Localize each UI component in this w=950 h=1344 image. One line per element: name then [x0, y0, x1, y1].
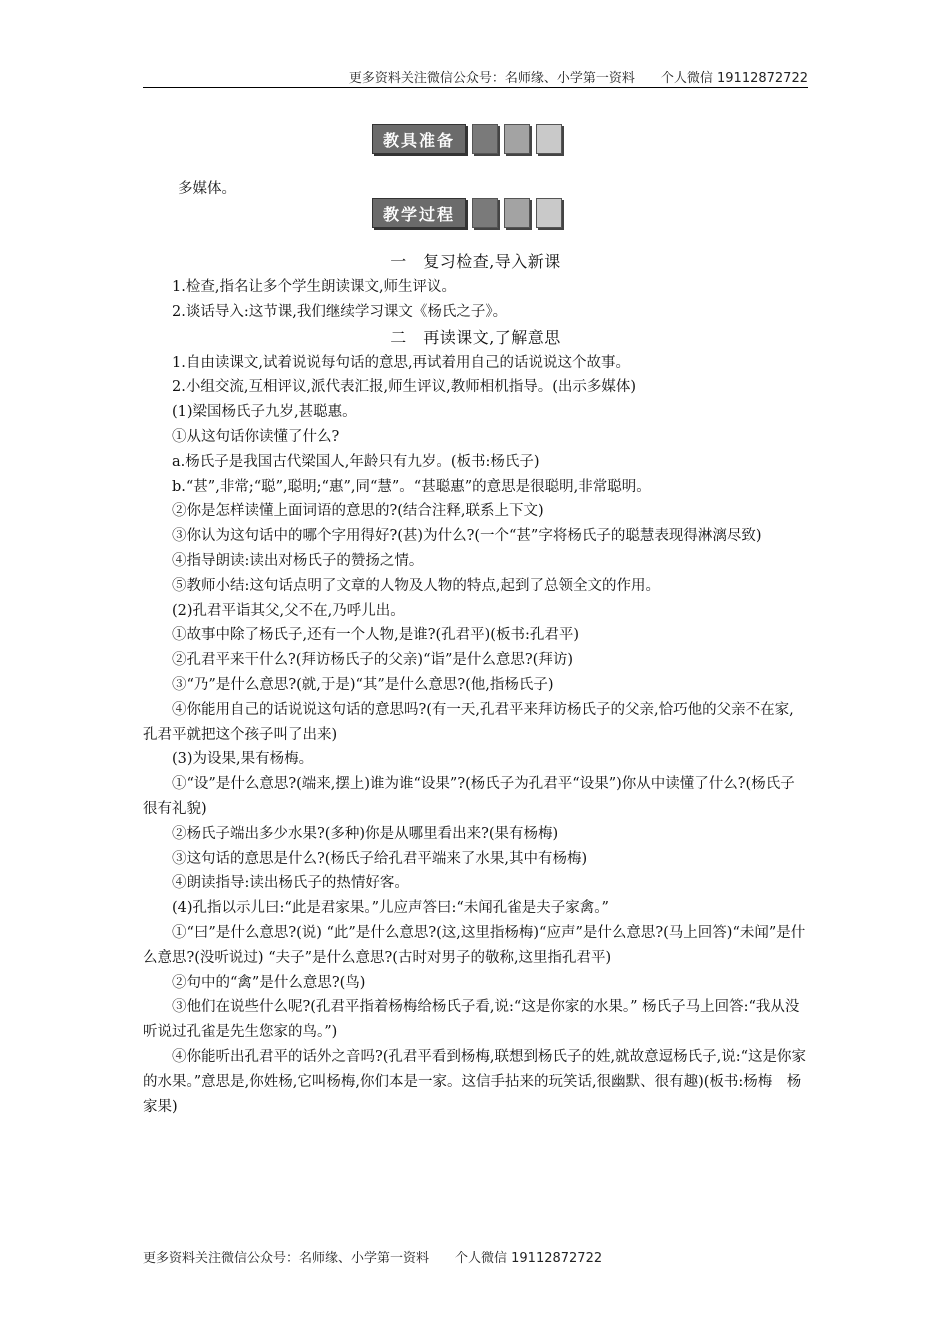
paragraph: ①“曰”是什么意思?(说) “此”是什么意思?(这,这里指杨梅)“应声”是什么意思?(马上回答)“未闻”是什么意思?(没听说过) “夫子”是什么意思?(古时对男子的敬称,这里指孔君平)	[143, 924, 806, 966]
paragraph: 1.检查,指名让多个学生朗读课文,师生评议。	[172, 279, 457, 295]
paragraph: ③“乃”是什么意思?(就,于是)“其”是什么意思?(他,指杨氏子)	[172, 676, 554, 693]
process-banner	[372, 197, 562, 229]
prep-banner	[372, 123, 562, 155]
banner-square	[472, 124, 498, 154]
paragraph: ④你能听出孔君平的话外之音吗?(孔君平看到杨梅,联想到杨氏子的姓,就故意逗杨氏子,说:“这是你家的水果。”意思是,你姓杨,它叫杨梅,你们本是一家。这信手拈来的玩笑话,很幽默、很有趣)(板书:杨梅 杨家果)	[143, 1048, 807, 1115]
paragraph: ④朗读指导:读出杨氏子的热情好客。	[172, 875, 409, 892]
lesson-body	[143, 249, 808, 1119]
paragraph: ②孔君平来干什么?(拜访杨氏子的父亲)“诣”是什么意思?(拜访)	[172, 652, 573, 669]
paragraph: ②杨氏子端出多少水果?(多种)你是从哪里看出来?(果有杨梅)	[172, 825, 559, 842]
paragraph: ③你认为这句话中的哪个字用得好?(甚)为什么?(一个“甚”字将杨氏子的聪慧表现得淋漓尽致)	[172, 528, 762, 545]
banner-square	[536, 124, 562, 154]
paragraph: 2.谈话导入:这节课,我们继续学习课文《杨氏之子》。	[172, 303, 508, 320]
page-footer: 更多资料关注微信公众号：名师缘、小学第一资料 个人微信 19112872722	[143, 1251, 603, 1266]
banner-square	[472, 198, 498, 228]
paragraph: ④指导朗读:读出对杨氏子的赞扬之情。	[172, 552, 424, 569]
paragraph: (1)梁国杨氏子九岁,甚聪惠。	[172, 404, 357, 421]
paragraph: (4)孔指以示儿曰:“此是君家果。”儿应声答曰:“未闻孔雀是夫子家禽。”	[172, 900, 609, 917]
paragraph: a.杨氏子是我国古代梁国人,年龄只有九岁。(板书:杨氏子)	[172, 453, 540, 470]
paragraph: (3)为设果,果有杨梅。	[172, 751, 314, 768]
banner-square	[504, 124, 530, 154]
paragraph: ①“设”是什么意思?(端来,摆上)谁为谁“设果”?(杨氏子为孔君平“设果”)你从中读懂了什么?(杨氏子很有礼貌)	[143, 776, 795, 817]
paragraph: ⑤教师小结:这句话点明了文章的人物及人物的特点,起到了总领全文的作用。	[172, 577, 660, 594]
paragraph: (2)孔君平诣其父,父不在,乃呼儿出。	[172, 602, 405, 619]
banner-square	[504, 198, 530, 228]
paragraph: ①故事中除了杨氏子,还有一个人物,是谁?(孔君平)(板书:孔君平)	[172, 627, 580, 644]
section-heading-1: 一 复习检查,导入新课	[390, 252, 561, 271]
prep-banner-label: 教具准备	[372, 124, 466, 154]
process-banner-label: 教学过程	[372, 198, 466, 228]
paragraph: ②句中的“禽”是什么意思?(鸟)	[172, 974, 366, 991]
paragraph: 2.小组交流,互相评议,派代表汇报,师生评议,教师相机指导。(出示多媒体)	[172, 379, 637, 396]
paragraph: ③他们在说些什么呢?(孔君平指着杨梅给杨氏子看,说:“这是你家的水果。” 杨氏子马上回答:“我从没听说过孔雀是先生您家的鸟。”)	[143, 999, 800, 1041]
page-header: 更多资料关注微信公众号：名师缘、小学第一资料 个人微信 19112872722	[348, 71, 808, 86]
paragraph: b.“甚”,非常;“聪”,聪明;“惠”,同“慧”。“甚聪惠”的意思是很聪明,非常聪明。	[172, 478, 651, 495]
paragraph: ②你是怎样读懂上面词语的意思的?(结合注释,联系上下文)	[172, 503, 544, 520]
prep-content: 多媒体。	[178, 181, 236, 197]
paragraph: ③这句话的意思是什么?(杨氏子给孔君平端来了水果,其中有杨梅)	[172, 850, 588, 867]
header-divider	[143, 87, 808, 88]
paragraph: ①从这句话你读懂了什么?	[172, 428, 340, 445]
paragraph: ④你能用自己的话说说这句话的意思吗?(有一天,孔君平来拜访杨氏子的父亲,恰巧他的父亲不在家,孔君平就把这个孩子叫了出来)	[143, 701, 794, 743]
paragraph: 1.自由读课文,试着说说每句话的意思,再试着用自己的话说说这个故事。	[172, 354, 631, 371]
section-heading-2: 二 再读课文,了解意思	[390, 327, 561, 347]
banner-square	[536, 198, 562, 228]
